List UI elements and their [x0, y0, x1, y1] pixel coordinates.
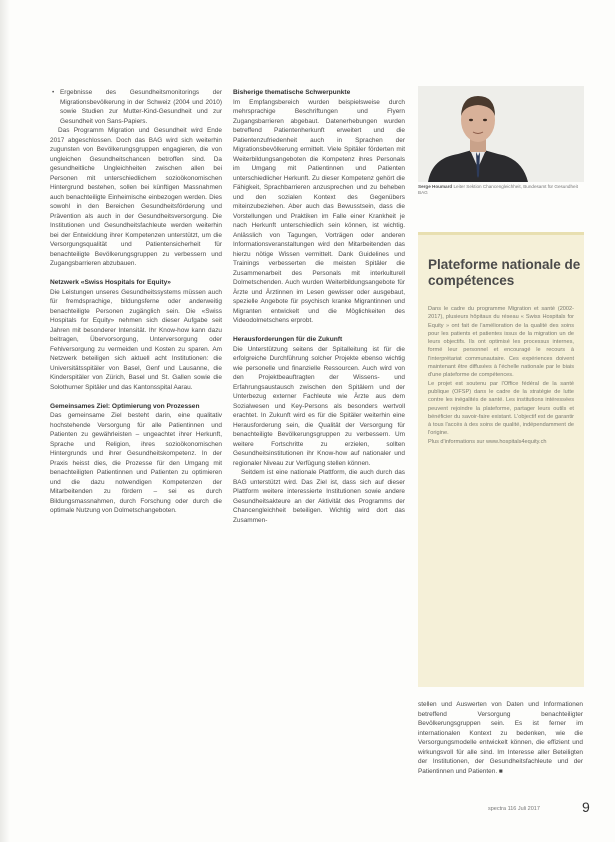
paragraph: stellen und Auswerten von Daten und Informationen betreffend Versorgung benachteiligter Bevölkerungsgruppen sein. Es ist ferner im internationalen Kontext zu bedenken, wie die Versorgungsmodelle entwickelt können, die effizient und wirkungsvoll für alle sind. Im Interesse aller Beteiligten der Institutionen, der Gesundheitsfachleute und der Patientinnen und Patienten. ■ [418, 701, 583, 775]
caption-name: Serge Houmard [418, 184, 453, 189]
paragraph: Die Unterstützung seitens der Spitalleitung ist für die erfolgreiche Durchführung solcher Projekte ebenso wichtig wie personelle und finanzielle Ressourcen. Auch wird von den Projektbeauftragten der Wissens- und Erfahrungsaustausch zwischen den Spitälern und der Unterbezug externer Fachleute wie Ärzte aus dem Sozialwesen und Key-Persons als besonders wertvoll erachtet. In Zukunft wird es für die Spitäler weiterhin eine Herausforderung sein, die Qualität der Versorgung für benachteiligte Bevölkerungsgruppen zu verbessern. Um weitere Fortschritte zu erzielen, sollten Gesundheitsinstitutionen ihr Know-how auf nationaler und regionaler Niveau zur Verfügung stellen können. [233, 345, 405, 467]
section-heading: Bisherige thematische Schwerpunkte [233, 89, 351, 96]
box-text [428, 305, 574, 446]
author-photo [418, 86, 584, 182]
paragraph: Die Leistungen unseres Gesundheitssystems müssen auch für fremdsprachige, bildungsferne oder anderweitig benachteiligte Personen zugänglich sein. Die «Swiss Hospitals for Equity» nehmen sich dieser Aufgabe seit Jahren mit besonderer Intensität. Ihr Know-how kann dazu beitragen, Übervorsorgung, Unterversorgung oder Fehlversorgung zu vermeiden und Kosten zu sparen. Am Netzwerk beteiligen sich aktuell acht Institutionen: die Universitätsspitäler von Basel, Genf und Lausanne, die Kinderspitäler von Zürich, Basel und St. Gallen sowie die Solothurner Spitäler und das Kantonsspital Aarau. [50, 288, 222, 391]
bullet-item: • Ergebnisse des Gesundheitsmonitorings der Migrationsbevölkerung in der Schweiz (2004 und 2010) sowie Studien zur Mutter-Kind-Gesundheit und zur Gesundheit von Sans-Papiers. [60, 88, 222, 126]
page-binding-shadow [0, 0, 10, 842]
section-heading: Netzwerk «Swiss Hospitals for Equity» [50, 279, 171, 286]
box-paragraph: Le projet est soutenu par l'Office fédéral de la santé publique (OFSP) dans le cadre de la stratégie de lutte contre les inégalités de santé. Les institutions intéressées peuvent rejoindre la plateforme, partager leurs outils et bénéficier du savoir-faire existant. L'objectif est de garantir à tous l'accès à des soins de qualité, indépendamment de l'origine. [428, 380, 574, 437]
footer-magazine-name: spectra 116 Juli 2017 [488, 806, 540, 812]
paragraph: Das Programm Migration und Gesundheit wird Ende 2017 abgeschlossen. Doch das BAG wird sich weiterhin zugunsten von Bevölkerungsgruppen engagieren, die von ungleichen Gesundheitschancen betroffen sind. Da gesundheitliche Ungleichheiten zwischen allen bei Personen mit unterschiedlichem sozioökonomischen Hintergrund bestehen, sollen bei künftigen Massnahmen auch benachteiligte Einheimische einbezogen werden. Dies sowohl in den Bereichen Gesundheitsförderung und Prävention als auch in der Gesundheitsversorgung. Die Institutionen und Gesundheitsfachleute werden weiterhin bei der Entwicklung ihrer Kompetenzen unterstützt, um die Versorgungsqualität und Patientensicherheit für benachteiligte Bevölkerungsgruppen zu verbessern und Zugangsbarrieren abzubauen. [50, 127, 222, 267]
section-heading: Herausforderungen für die Zukunft [233, 336, 343, 343]
portrait-image [418, 86, 584, 182]
photo-caption [418, 184, 584, 197]
box-title: Plateforme nationale de compétences [428, 257, 581, 288]
section-heading: Gemeinsames Ziel: Optimierung von Prozessen [50, 402, 200, 410]
bullet-list [50, 88, 222, 126]
text-column-2 [233, 88, 405, 525]
box-paragraph: Dans le cadre du programme Migration et santé (2002-2017), plusieurs hôpitaux du réseau « Swiss Hospitals for Equity » ont fait de l'amélioration de la qualité des soins pour les patients et patientes issus de la migration un de leurs objectifs. Ils ont optimisé les processus internes, formé leur personnel et encouragé le recours à l'interprétariat communautaire. Ces expériences doivent maintenant être diffusées à l'échelle nationale par le biais d'une plateforme de compétences. [428, 306, 574, 379]
paragraph: Im Empfangsbereich wurden beispielsweise durch mehrsprachige Beschriftungen und Flyern Zugangsbarrieren abgebaut. Datenerhebungen wurden betreffend Patientenherkunft erweitert und die Patientenzufriedenheit auch in Sprachen der Migrationsbevölkerung ermittelt. Viele Spitäler förderten mit Weiterbildungsangeboten die Kompetenz ihres Personals im Umgang mit Patientinnen und Patienten unterschiedlicher Herkunft. Zu dieser Kompetenz gehört die Fähigkeit, Sprachbarrieren anzusprechen und zu beheben und den sozialen Kontext des Gegenübers miteinzubeziehen. Aber auch das Bewusstsein, dass die Vorstellungen und Praktiken im Falle einer Krankheit je nach Herkunft unterschiedlich sein können, ist wichtig. Anlässlich von Tagungen, Vorträgen oder anderen Informationsveranstaltungen wird den Mitarbeitenden das hierzu nötige Wissen vermittelt. Dank Guidelines und Trainings verbesserten die meisten Spitäler die Zusammenarbeit des Personals mit interkulturell Dolmetschenden. Auch wurden Weiterbildungsangebote für Ärzte und Ärztinnen im Lesen gewisser oder ausgebaut, spezielle Angebote für psychisch kranke Migrantinnen und Migranten entwickelt und die Möglichkeiten des Videodolmetschens erprobt. [233, 98, 405, 324]
page-number: 9 [582, 799, 590, 815]
paragraph: Seitdem ist eine nationale Plattform, die auch durch das BAG unterstützt wird. Das Ziel ist, dass sich auf dieser Plattform weitere interessierte Institutionen sowie andere Gesundheitsakteure an der Aktivität des Programms der Chancengleichheit beteiligen. Wichtig wird dort das Zusammen- [233, 469, 405, 524]
paragraph: Das gemeinsame Ziel besteht darin, eine qualitativ hochstehende Versorgung für alle Patientinnen und Patienten zu gewährleisten – ungeachtet ihrer Herkunft, Sprache und Religion, ihres sozioökonomischen Hintergrunds und ihrer Gesundheitskompetenz. In der Praxis heisst dies, die Prozesse für den Umgang mit benachteiligten Patientinnen und Patienten zu optimieren und die dazu notwendigen Kompetenzen der Mitarbeitenden zu fördern – sei es durch Bildungsmassnahmen, durch Forschung oder durch die optimale Nutzung von Dolmetschangeboten. [50, 412, 222, 514]
text-column-3 [418, 694, 583, 783]
text-column-1 [50, 88, 222, 516]
box-paragraph: Plus d'informations sur www.hospitals4equity.ch [428, 438, 547, 445]
caption-text: Leiter Sektion Chancengleichheit, Bundesamt für Gesundheit BAG [418, 184, 578, 196]
info-box [418, 232, 584, 687]
